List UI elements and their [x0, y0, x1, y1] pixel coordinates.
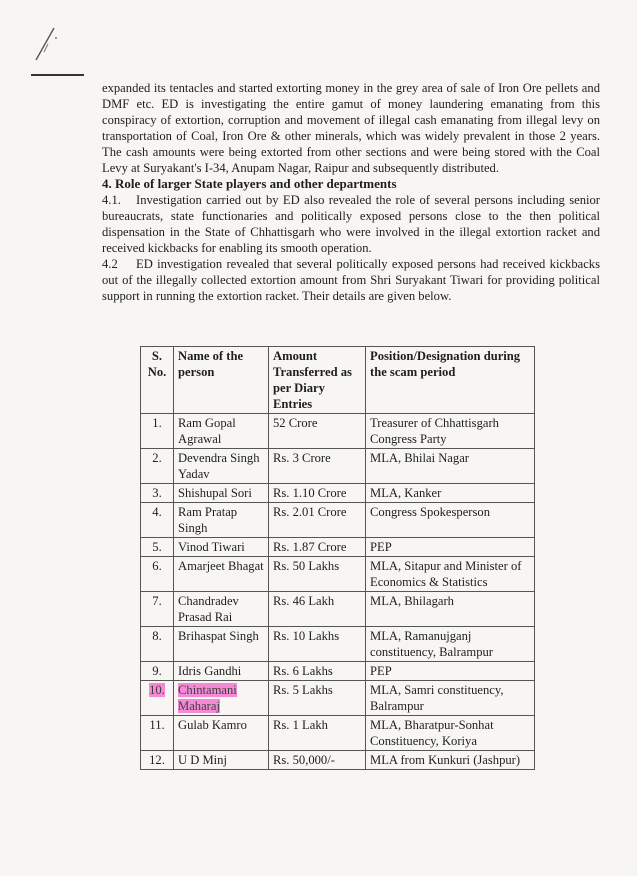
cell-name: Ram Pratap Singh: [174, 503, 269, 538]
table-row: [141, 538, 535, 557]
section-heading: 4. Role of larger State players and other departments: [102, 176, 397, 191]
cell-name: Chandradev Prasad Rai: [174, 592, 269, 627]
cell-sno: 2.: [141, 449, 174, 484]
table-row: [141, 449, 535, 484]
table-row: [141, 557, 535, 592]
cell-position: Congress Spokesperson: [366, 503, 535, 538]
cell-sno: 5.: [141, 538, 174, 557]
cell-amount: Rs. 1.10 Crore: [269, 484, 366, 503]
cell-amount: Rs. 1 Lakh: [269, 716, 366, 751]
cell-position: PEP: [366, 538, 535, 557]
header-amount: Amount Transferred as per Diary Entries: [269, 347, 366, 414]
cell-sno: 12.: [141, 751, 174, 770]
cell-amount: Rs. 5 Lakhs: [269, 681, 366, 716]
header-sno: S. No.: [141, 347, 174, 414]
cell-position: PEP: [366, 662, 535, 681]
table-row: [141, 414, 535, 449]
document-body: [102, 80, 600, 304]
cell-position: MLA, Bharatpur-Sonhat Constituency, Koriya: [366, 716, 535, 751]
cell-sno: 6.: [141, 557, 174, 592]
cell-position: Treasurer of Chhattisgarh Congress Party: [366, 414, 535, 449]
cell-name: Ram Gopal Agrawal: [174, 414, 269, 449]
header-name: Name of the person: [174, 347, 269, 414]
cell-sno: 4.: [141, 503, 174, 538]
cell-amount: Rs. 46 Lakh: [269, 592, 366, 627]
table-row: [141, 751, 535, 770]
paragraph-4-2: [102, 256, 600, 304]
cell-amount: Rs. 1.87 Crore: [269, 538, 366, 557]
kickback-details-table: [140, 346, 535, 770]
cell-name: U D Minj: [174, 751, 269, 770]
table-row-highlighted: [141, 681, 535, 716]
cell-amount: Rs. 50,000/-: [269, 751, 366, 770]
cell-amount: Rs. 10 Lakhs: [269, 627, 366, 662]
paragraph-4-1: [102, 192, 600, 256]
header-position: Position/Designation during the scam period: [366, 347, 535, 414]
cell-amount: Rs. 50 Lakhs: [269, 557, 366, 592]
cell-position: MLA, Bhilai Nagar: [366, 449, 535, 484]
cell-sno: [141, 681, 174, 716]
cell-amount: 52 Crore: [269, 414, 366, 449]
cell-sno: 7.: [141, 592, 174, 627]
intro-paragraph: expanded its tentacles and started extorting money in the grey area of sale of Iron Ore pellets and DMF etc. ED is investigating the entire gamut of money laundering emanating from this conspiracy of extortion, corruption and movement of illegal cash emanating from illegal levy on transportation of Coal, Iron Ore & other minerals, which was widely prevalent in those 2 years. The cash amounts were being extorted from other sections and were being stored with the Coal Levy at Suryakant's I-34, Anupam Nagar, Raipur and subsequently distributed.: [102, 81, 600, 175]
cell-name: Devendra Singh Yadav: [174, 449, 269, 484]
cell-position: MLA, Samri constituency, Balrampur: [366, 681, 535, 716]
table-row: [141, 716, 535, 751]
paragraph-number: 4.1.: [102, 193, 121, 207]
cell-amount: Rs. 6 Lakhs: [269, 662, 366, 681]
cell-position: MLA, Kanker: [366, 484, 535, 503]
cell-sno: 8.: [141, 627, 174, 662]
cell-name: Amarjeet Bhagat: [174, 557, 269, 592]
pen-mark-icon: [32, 22, 62, 62]
paragraph-text: Investigation carried out by ED also revealed the role of several persons including senior bureaucrats, state functionaries and politically exposed persons close to the then political dispensation in the State of Chhattisgarh who were involved in the illegal extortion racket and received kickbacks for enabling its smooth operation.: [102, 193, 600, 255]
table-row: [141, 662, 535, 681]
cell-sno: 3.: [141, 484, 174, 503]
table-header-row: [141, 347, 535, 414]
paragraph-text: ED investigation revealed that several politically exposed persons had received kickbacks out of the illegally collected extortion amount from Shri Suryakant Tiwari for providing political support in running the extortion racket. Their details are given below.: [102, 257, 600, 303]
cell-name: Vinod Tiwari: [174, 538, 269, 557]
cell-name: Shishupal Sori: [174, 484, 269, 503]
cell-name: [174, 681, 269, 716]
cell-position: MLA, Ramanujganj constituency, Balrampur: [366, 627, 535, 662]
highlight-mark: Chintamani Maharaj: [178, 683, 237, 713]
cell-name: Brihaspat Singh: [174, 627, 269, 662]
highlight-mark: 10.: [149, 683, 165, 697]
cell-name: Idris Gandhi: [174, 662, 269, 681]
cell-sno: 9.: [141, 662, 174, 681]
top-rule: [31, 74, 84, 76]
cell-position: MLA from Kunkuri (Jashpur): [366, 751, 535, 770]
table-row: [141, 627, 535, 662]
table-row: [141, 503, 535, 538]
cell-name: Gulab Kamro: [174, 716, 269, 751]
cell-position: MLA, Sitapur and Minister of Economics & Statistics: [366, 557, 535, 592]
cell-position: MLA, Bhilagarh: [366, 592, 535, 627]
cell-sno: 1.: [141, 414, 174, 449]
paragraph-number: 4.2: [102, 257, 118, 271]
cell-amount: Rs. 2.01 Crore: [269, 503, 366, 538]
table-row: [141, 484, 535, 503]
cell-amount: Rs. 3 Crore: [269, 449, 366, 484]
table-row: [141, 592, 535, 627]
cell-sno: 11.: [141, 716, 174, 751]
